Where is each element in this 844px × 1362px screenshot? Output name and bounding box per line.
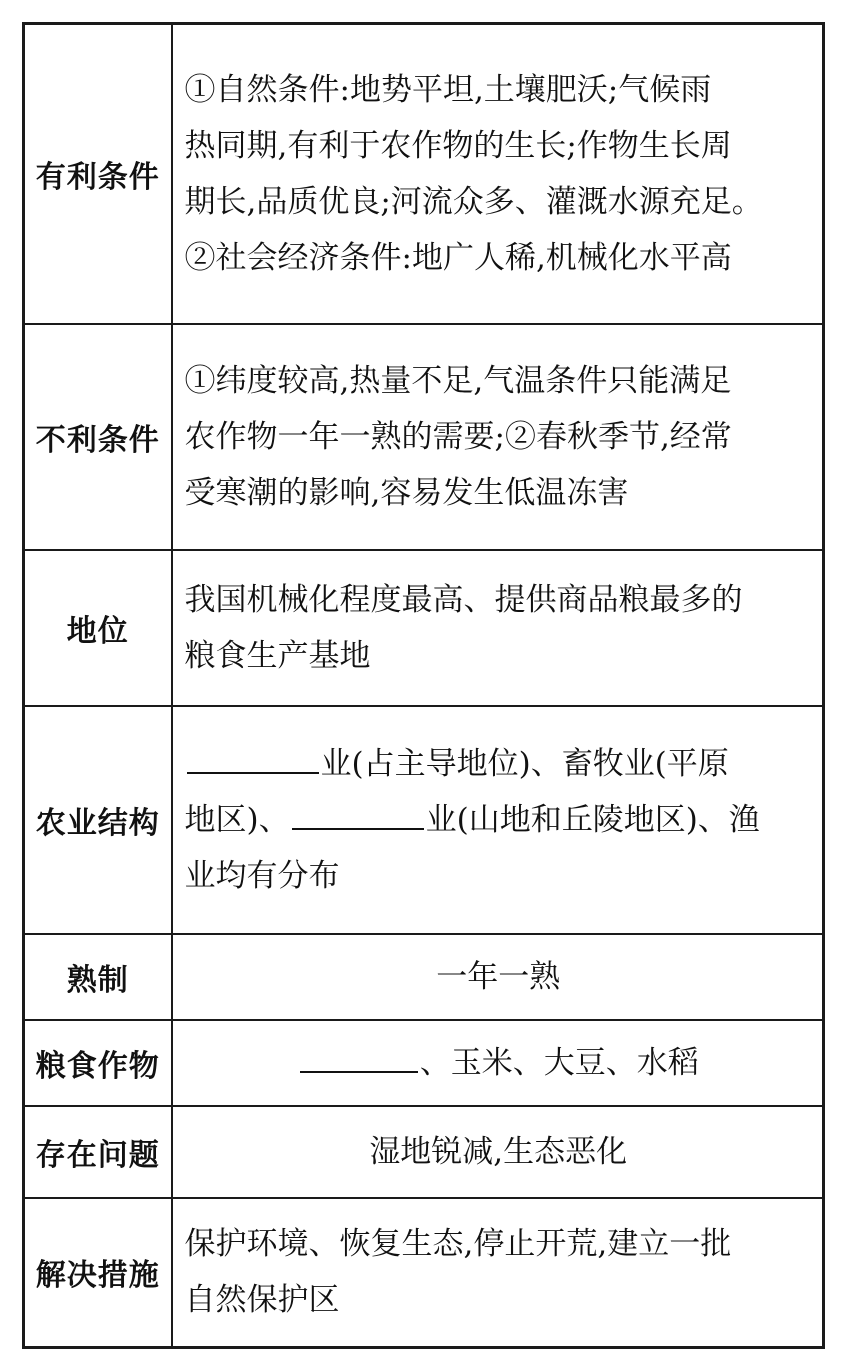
content-line: 粮食生产基地 <box>184 637 371 674</box>
content-text: 地区)、 <box>184 801 290 838</box>
row-content <box>172 1020 824 1106</box>
row-label: 不利条件 <box>24 324 172 550</box>
content-text: 业(山地和丘陵地区)、渔 <box>425 801 760 838</box>
row-label: 地位 <box>24 550 172 706</box>
row-content <box>172 324 824 550</box>
fill-in-blank[interactable] <box>292 792 424 830</box>
row-label: 熟制 <box>24 934 172 1020</box>
row-label: 粮食作物 <box>24 1020 172 1106</box>
table-row-crops <box>24 1020 824 1106</box>
content-line: ①纬度较高,热量不足,气温条件只能满足 <box>184 362 732 399</box>
content-line: ①自然条件:地势平坦,土壤肥沃;气候雨 <box>184 71 712 108</box>
content-text: 业(占主导地位)、畜牧业(平原 <box>320 745 729 782</box>
table-row-measures <box>24 1198 824 1348</box>
content-line <box>185 736 813 792</box>
table-row-problems <box>24 1106 824 1198</box>
table-row-cropping <box>24 934 824 1020</box>
info-table-container <box>22 22 822 1346</box>
content-line: 我国机械化程度最高、提供商品粮最多的 <box>184 581 743 618</box>
table-row-status <box>24 550 824 706</box>
content-line: 热同期,有利于农作物的生长;作物生长周 <box>184 127 732 164</box>
row-label: 解决措施 <box>24 1198 172 1348</box>
content-text: 、玉米、大豆、水稻 <box>419 1044 699 1081</box>
content-line: 受寒潮的影响,容易发生低温冻害 <box>184 474 629 511</box>
row-content <box>172 550 824 706</box>
content-line: 保护环境、恢复生态,停止开荒,建立一批 <box>184 1226 732 1263</box>
content-line: 期长,品质优良;河流众多、灌溉水源充足。 <box>184 183 763 220</box>
content-line <box>185 792 813 848</box>
fill-in-blank[interactable] <box>187 736 319 774</box>
table-row-unfavorable <box>24 324 824 550</box>
row-content: 一年一熟 <box>172 934 824 1020</box>
content-line: 农作物一年一熟的需要;②春秋季节,经常 <box>184 418 732 455</box>
row-label: 有利条件 <box>24 24 172 324</box>
table-row-favorable <box>24 24 824 324</box>
fill-in-blank[interactable] <box>300 1035 418 1073</box>
row-content <box>172 24 824 324</box>
row-label: 农业结构 <box>24 706 172 934</box>
row-label: 存在问题 <box>24 1106 172 1198</box>
row-content <box>172 706 824 934</box>
agriculture-info-table <box>22 22 825 1349</box>
row-content <box>172 1198 824 1348</box>
content-line: ②社会经济条件:地广人稀,机械化水平高 <box>184 239 732 276</box>
table-row-structure <box>24 706 824 934</box>
content-line: 业均有分布 <box>184 857 340 894</box>
row-content: 湿地锐减,生态恶化 <box>172 1106 824 1198</box>
content-line: 自然保护区 <box>184 1282 340 1319</box>
